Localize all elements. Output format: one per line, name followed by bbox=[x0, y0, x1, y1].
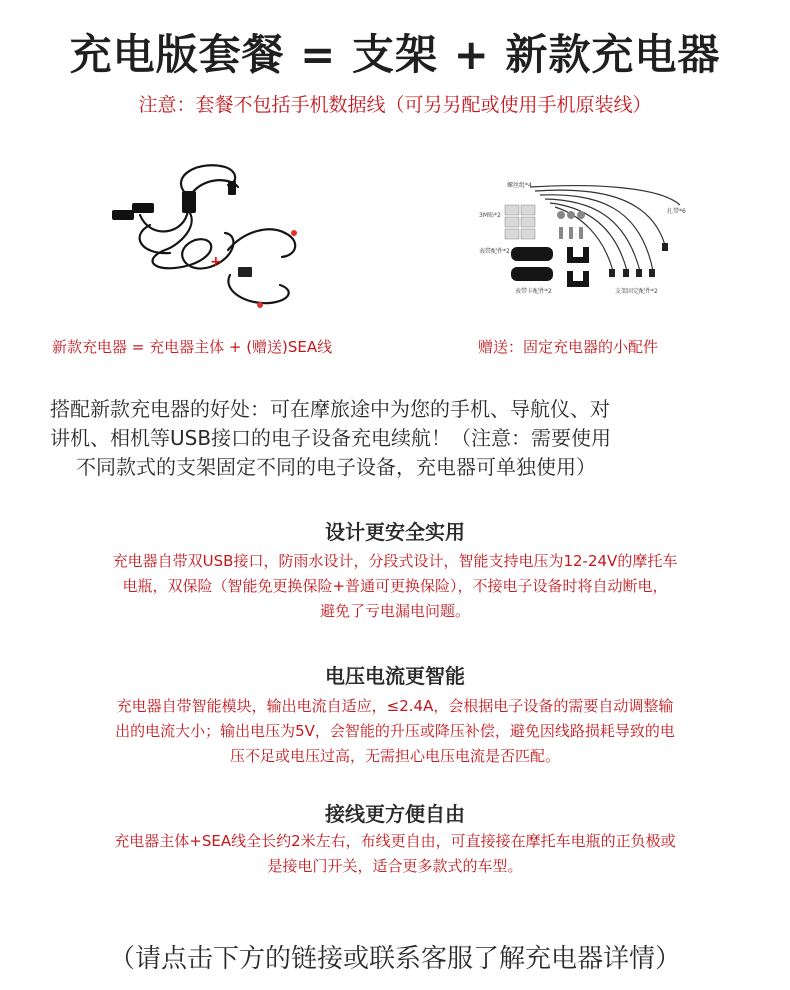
charger-caption: 新款充电器 = 充电器主体 + (赠送)SEA线 bbox=[52, 338, 333, 356]
label-strap-clip: 表带卡配件*2 bbox=[515, 288, 552, 295]
intro-line: 搭配新款充电器的好处：可在摩旅途中为您的手机、导航仪、对 bbox=[50, 397, 610, 421]
intro-line: 不同款式的支架固定不同的电子设备，充电器可单独使用） bbox=[76, 455, 596, 479]
section-heading-safety: 设计更安全实用 bbox=[325, 520, 465, 544]
label-strap-parts: 表带配件*2 bbox=[479, 248, 510, 255]
label-mount-parts: 支架固定配件*2 bbox=[615, 288, 658, 295]
label-screws: 螺丝组*4 bbox=[507, 182, 532, 189]
label-cable-ties: 扎带*6 bbox=[667, 208, 686, 215]
section-body-wiring bbox=[50, 829, 740, 879]
accessories-caption: 赠送：固定充电器的小配件 bbox=[478, 338, 659, 356]
section-heading-smart: 电压电流更智能 bbox=[325, 664, 465, 688]
body-line: 充电器主体+SEA线全长约2米左右，布线更自由，可直接接在摩托车电瓶的正负极或 bbox=[114, 832, 676, 850]
body-line: 压不足或电压过高，无需担心电压电流是否匹配。 bbox=[229, 747, 560, 765]
body-line: 充电器自带智能模块，输出电流自适应，≤2.4A，会根据电子设备的需要自动调整输 bbox=[116, 697, 674, 715]
intro-paragraph bbox=[50, 395, 740, 482]
accessories-image bbox=[475, 175, 690, 305]
body-line: 充电器自带双USB接口，防雨水设计，分段式设计，智能支持电压为12-24V的摩托车 bbox=[112, 552, 678, 570]
body-line: 是接电门开关，适合更多款式的车型。 bbox=[267, 857, 523, 875]
footer-contact-text: （请点击下方的链接或联系客服了解充电器详情） bbox=[108, 944, 681, 974]
section-body-safety bbox=[50, 549, 740, 624]
page-title: 充电版套餐 = 支架 + 新款充电器 bbox=[69, 30, 721, 79]
body-line: 出的电流大小；输出电压为5V，会智能的升压或降压补偿，避免因线路损耗导致的电 bbox=[115, 722, 675, 740]
label-adhesive: 3M贴*2 bbox=[479, 212, 501, 219]
section-body-smart bbox=[50, 694, 740, 769]
body-line: 避免了亏电漏电问题。 bbox=[319, 602, 470, 620]
notice-text: 注意：套餐不包括手机数据线（可另另配或使用手机原装线） bbox=[138, 94, 652, 116]
plus-sign: + bbox=[210, 254, 222, 270]
section-heading-wiring: 接线更方便自由 bbox=[325, 802, 465, 826]
intro-line: 讲机、相机等USB接口的电子设备充电续航！（注意：需要使用 bbox=[50, 426, 612, 450]
body-line: 电瓶，双保险（智能免更换保险+普通可更换保险），不接电子设备时将自动断电， bbox=[122, 577, 668, 595]
charger-product-image bbox=[110, 155, 320, 320]
